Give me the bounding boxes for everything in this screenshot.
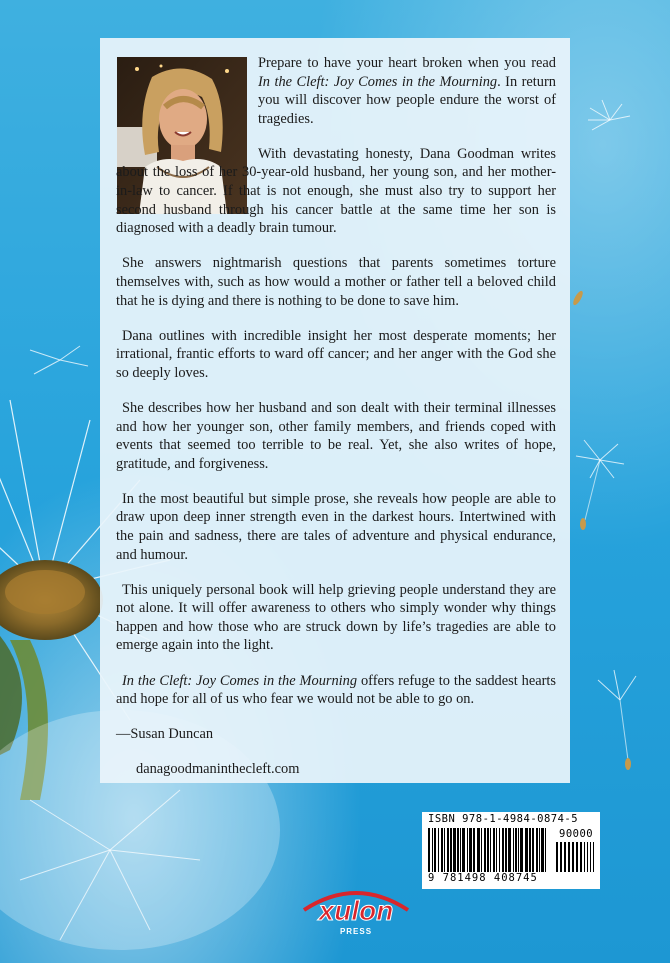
- xulon-press-logo: [296, 880, 416, 940]
- publisher-name: xulon: [318, 895, 394, 926]
- book-title-italic-2: In the Cleft: Joy Comes in the Mourning: [122, 672, 358, 689]
- barcode-digits: 9 781498 408745: [428, 872, 538, 884]
- price-code: 90000: [559, 828, 594, 840]
- book-title-italic: In the Cleft: Joy Comes in the Mourning: [258, 73, 498, 90]
- publisher-subtitle: PRESS: [339, 927, 373, 936]
- paragraph-8-rest: offers refuge to the saddest hearts and hope for all of us who fear we would not be able to go on.: [116, 672, 556, 708]
- paragraph-1-lead: Prepare to have your heart broken when you read: [258, 55, 556, 71]
- paragraph-1: [258, 54, 556, 128]
- paragraph-5: She describes how her husband and son dealt with their terminal illnesses and how her younger son, other family members, and friends coped with events that seemed too terrible to be real. Yet, she also writes of hope, gratitude, and forgiveness.: [116, 399, 556, 472]
- paragraph-3: She answers nightmarish questions that parents sometimes torture themselves with, such as how would a mother or father tell a beloved child that he is dying and there is nothing to be done to save him.: [116, 255, 556, 309]
- blurb-text: [116, 54, 556, 795]
- website-link[interactable]: danagoodmaninthecleft.com: [136, 761, 300, 778]
- paragraph-2: With devastating honesty, Dana Goodman writes about the loss of her 30-year-old husband, her young son, and her mother-in-law to cancer. If that is not enough, she must also try to support her second husband through his cancer battle at the same time her son is diagnosed with a deadly brain tumour.: [116, 145, 556, 237]
- paragraph-6: In the most beautiful but simple prose, she reveals how people are able to draw upon deep inner strength even in the darkest hours. Intertwined with the pain and sadness, there are tales of adventure and physical endurance, and humour.: [116, 490, 556, 563]
- paragraph-7: This uniquely personal book will help grieving people understand they are not alone. It will offer awareness to others who simply wonder why things happen and how those who are struck down by life’s tragedies are able to emerge again into the light.: [116, 581, 556, 654]
- paragraph-4: Dana outlines with incredible insight her most desperate moments; her irrational, frantic efforts to ward off cancer; and her anger with the God she so deeply loves.: [116, 327, 556, 381]
- barcode-icon: [428, 828, 598, 872]
- signature: —Susan Duncan: [116, 726, 214, 743]
- paragraph-1-rest: . In return you will discover how people endure the worst of tragedies.: [258, 73, 556, 127]
- isbn-label: ISBN 978-1-4984-0874-5: [428, 813, 579, 825]
- paragraph-8: [116, 672, 556, 709]
